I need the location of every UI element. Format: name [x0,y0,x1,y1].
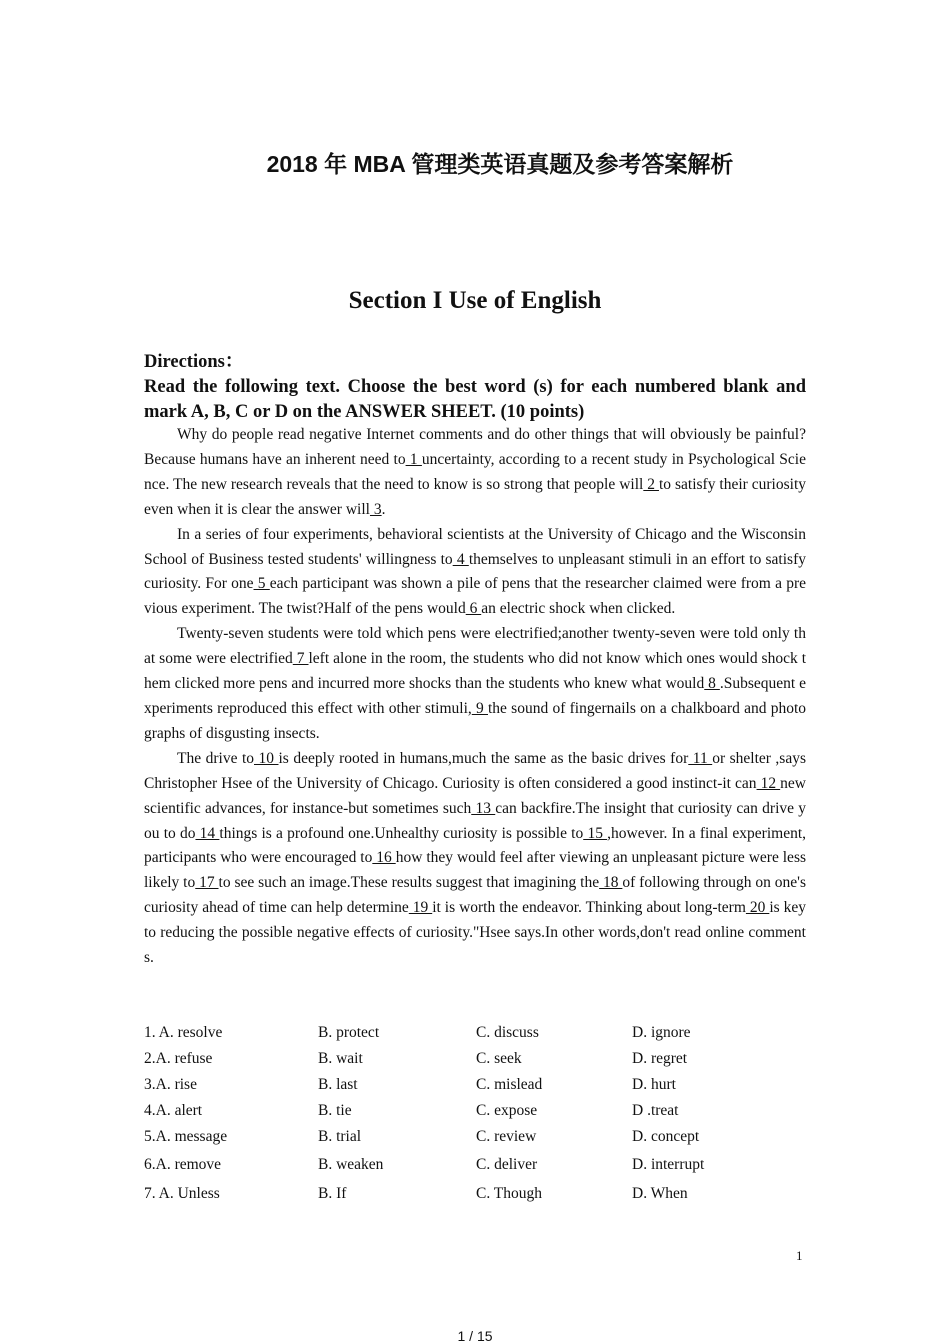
directions-label: Directions： [144,352,244,372]
passage-paragraph-4 [144,747,806,971]
blank-14: 14 [195,824,220,842]
option-a: 5.A. message [144,1128,228,1145]
page-footer: 1 / 15 [457,1328,493,1344]
blank-15: 15 [583,824,608,842]
option-b: B. last [318,1076,358,1093]
blank-18: 18 [599,874,623,892]
text-run: to see such an image.These results suggest that imagining the [218,874,600,892]
blank-4: 4 [452,550,469,568]
option-row [144,1179,752,1208]
option-d: D .treat [632,1102,679,1119]
text-run: the sound of fingernails on a chalkboard and photographs of disgusting insects. [144,699,807,742]
option-b: B. protect [318,1024,380,1041]
blank-10: 10 [254,749,279,767]
passage-paragraph-3 [144,622,806,747]
option-c: C. mislead [476,1076,543,1093]
text-run: to satisfy their curiosity even when it is clear the answer will [144,475,806,518]
passage [144,423,806,971]
option-b: B. trial [318,1128,362,1145]
blank-19: 19 [408,899,433,917]
option-row [144,1150,752,1179]
answer-options-table [144,1020,752,1208]
option-a: 4.A. alert [144,1102,203,1119]
blank-9: 9 [471,699,488,717]
text-run: uncertainty, according to a recent study in Psychological Science. The new research reveals that the need to know is so strong that people will [144,450,806,493]
option-row [144,1020,752,1046]
text-run: of following through on one's curiosity ahead of time can help determine [144,874,807,917]
option-d: D. regret [632,1050,688,1067]
text-run: it is worth the endeavor. Thinking about long-term [432,899,746,917]
blank-5: 5 [253,575,270,593]
option-a: 7. A. Unless [144,1184,220,1202]
option-a: 2.A. refuse [144,1050,213,1067]
passage-paragraph-2 [144,523,806,623]
text-run: themselves to unpleasant stimuli in an effort to satisfy curiosity. For one [144,550,806,593]
blank-8: 8 [704,675,720,693]
option-c: C. Though [476,1184,543,1202]
text-run: is key to reducing the possible negative effects of curiosity."Hsee says.In other words,don't read online comments. [144,899,807,967]
text-run: In a series of four experiments, behavioral scientists at the University of Chicago and the Wisconsin School of Business tested students' willingness to [144,525,806,568]
option-row [144,1072,752,1098]
option-b: B. wait [318,1050,363,1067]
option-d: D. hurt [632,1076,676,1093]
option-b: B. weaken [318,1155,384,1173]
option-c: C. expose [476,1102,538,1119]
blank-1: 1 [405,450,422,468]
option-a: 1. A. resolve [144,1024,223,1041]
text-run: things is a profound one.Unhealthy curiosity is possible to [219,824,584,842]
text-run: . [381,500,386,518]
text-run: new scientific advances, for instance-but sometimes such [144,774,806,817]
directions-text: Read the following text. Choose the best word (s) for each numbered blank and mark A, B, C or D on the ANSWER SHEET. (10 points) [144,377,806,422]
blank-17: 17 [195,874,219,892]
text-run: can backfire.The insight that curiosity can drive you to do [144,799,807,842]
option-d: D. interrupt [632,1155,705,1173]
option-row [144,1046,752,1072]
text-run: how they would feel after viewing an unpleasant picture were less likely to [144,849,807,892]
option-row [144,1098,752,1124]
option-d: D. concept [632,1128,700,1145]
option-c: C. deliver [476,1155,538,1173]
option-d: D. ignore [632,1024,691,1041]
blank-7: 7 [292,650,309,668]
page-number: 1 [796,1248,803,1263]
option-b: B. tie [318,1102,352,1119]
blank-2: 2 [643,475,659,493]
option-row [144,1124,752,1150]
text-run: left alone in the room, the students who did not know which ones would shock them clicked more pens and incurred more shocks than the students who knew what would [144,650,807,693]
text-run: an electric shock when clicked. [481,600,676,618]
blank-12: 12 [756,774,781,792]
blank-3: 3 [369,500,382,518]
blank-16: 16 [372,849,396,867]
text-run: ,however. In a final experiment,participants who were encouraged to [144,824,807,867]
blank-20: 20 [745,899,770,917]
section-title: Section I Use of English [348,287,602,314]
option-a: 6.A. remove [144,1155,222,1173]
option-c: C. seek [476,1050,522,1067]
text-run: is deeply rooted in humans,much the same as the basic drives for [278,749,689,767]
passage-paragraph-1 [144,423,806,523]
text-run: .Subsequent experiments reproduced this effect with other stimuli, [144,675,806,717]
option-c: C. discuss [476,1024,539,1041]
text-run: Why do people read negative Internet comments and do other things that will obviously be painful? Because humans have an inherent need to [144,426,806,468]
option-d: D. When [632,1184,688,1202]
document-title: 2018 年 MBA 管理类英语真题及参考答案解析 [266,151,734,177]
text-run: The drive to [177,749,254,767]
directions-block [144,350,806,425]
option-c: C. review [476,1128,537,1145]
blank-13: 13 [471,799,496,817]
option-b: B. If [318,1184,347,1202]
blank-6: 6 [465,600,482,618]
text-run: Twenty-seven students were told which pens were electrified;another twenty-seven were told only that some were electrified [144,625,806,668]
option-a: 3.A. rise [144,1076,197,1093]
text-run: or shelter ,says Christopher Hsee of the University of Chicago. Curiosity is often considered a good instinct-it can [144,749,806,792]
text-run: each participant was shown a pile of pens that the researcher claimed were from a previous experiment. The twist?Half of the pens would [144,575,807,618]
blank-11: 11 [688,749,713,767]
